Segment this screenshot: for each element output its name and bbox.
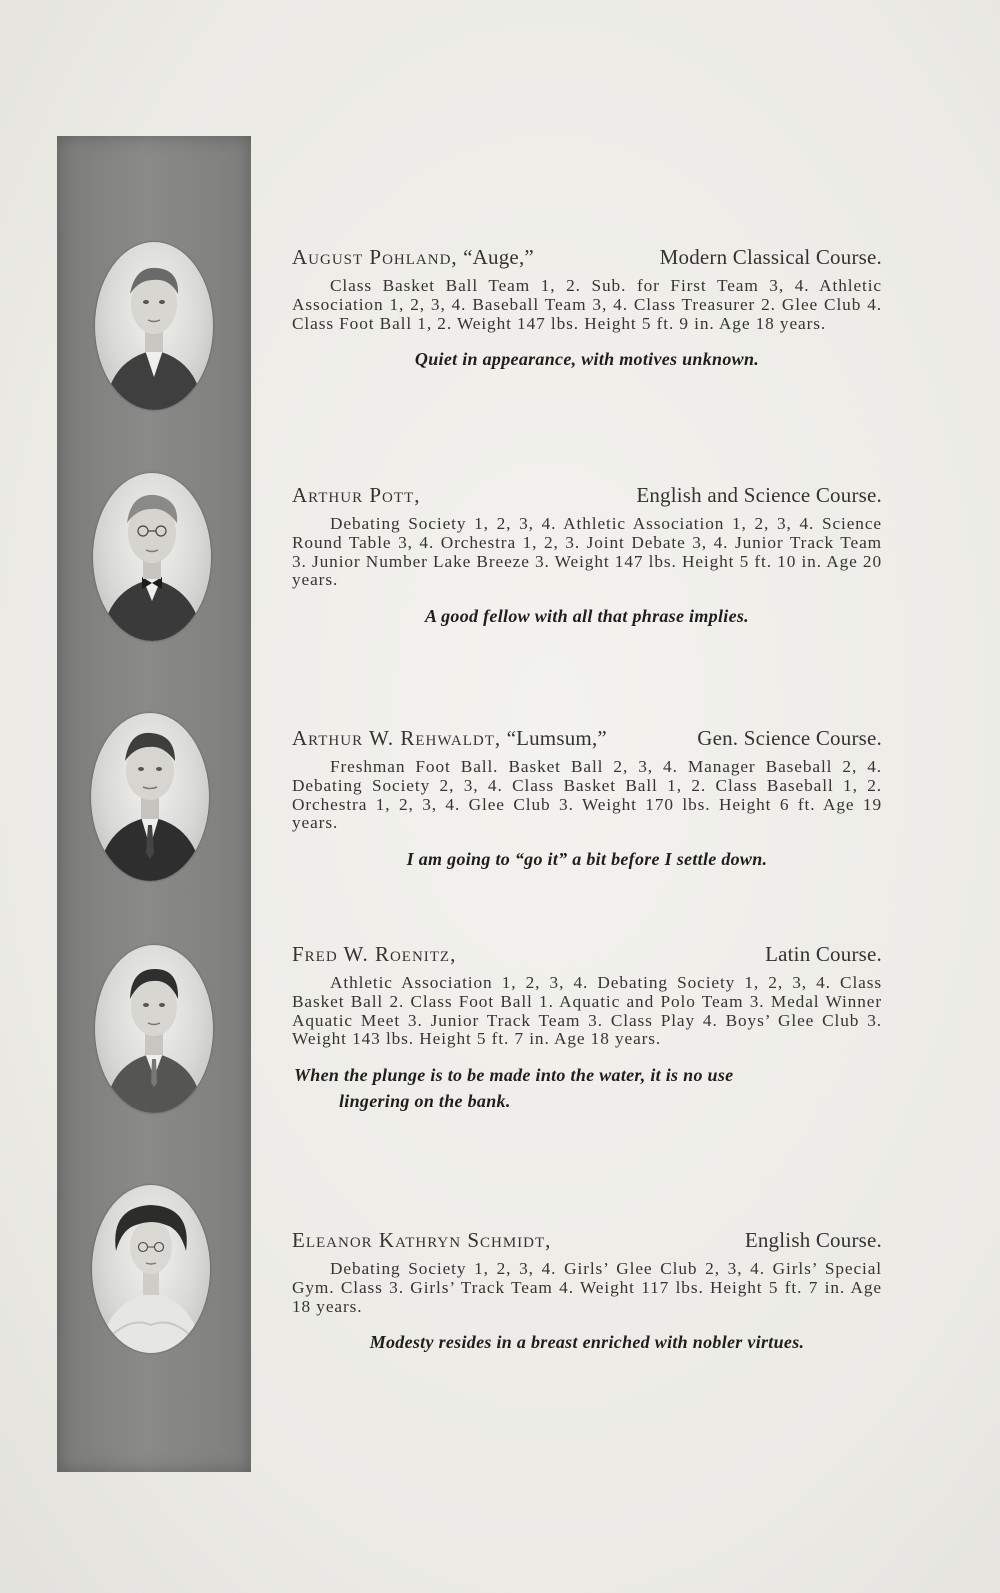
student-record: Debating Society 1, 2, 3, 4. Athletic Association 1, 2, 3, 4. Science Round Table 3, 4. Orchestra 1, 2, 3. Joint Debate 3, 4. Junior Track Team 3. Junior Number Lake Breeze 3. Weight 147 lbs. Height 5 ft. 10 in. Age 20 years. <box>292 514 882 590</box>
student-course: Latin Course. <box>765 942 882 966</box>
student-name: August Pohland, <box>292 245 458 269</box>
student-motto-continuation: lingering on the bank. <box>339 1091 511 1112</box>
entry-heading <box>292 1228 882 1253</box>
student-record: Athletic Association 1, 2, 3, 4. Debating Society 1, 2, 3, 4. Class Basket Ball 2. Class Foot Ball 1. Aquatic and Polo Team 3. Medal Winner Aquatic Meet 3. Junior Track Team 3. Class Play 4. Boys’ Glee Club 3. Weight 143 lbs. Height 5 ft. 7 in. Age 18 years. <box>292 973 882 1049</box>
student-motto-line: When the plunge is to be made into the water, it is no use <box>294 1065 734 1086</box>
entry-heading <box>292 483 882 508</box>
student-record: Debating Society 1, 2, 3, 4. Girls’ Glee Club 2, 3, 4. Girls’ Special Gym. Class 3. Girls’ Track Team 4. Weight 117 lbs. Height 5 ft. 7 in. Age 18 years. <box>292 1259 882 1316</box>
student-name-line <box>292 726 607 751</box>
student-entry <box>292 1228 882 1353</box>
student-name: Arthur Pott, <box>292 483 421 507</box>
portrait-fred-roenitz <box>95 945 213 1113</box>
student-nickname: “Lumsum,” <box>506 726 607 750</box>
student-name: Eleanor Kathryn Schmidt, <box>292 1228 552 1252</box>
student-course: English and Science Course. <box>636 483 882 507</box>
student-motto: A good fellow with all that phrase implies. <box>425 606 749 627</box>
student-motto: Modesty resides in a breast enriched with nobler virtues. <box>369 1332 805 1353</box>
student-entry <box>292 483 882 627</box>
entry-heading <box>292 942 882 967</box>
portrait-eleanor-schmidt <box>92 1185 210 1353</box>
student-course: Gen. Science Course. <box>697 726 882 750</box>
student-name: Fred W. Roenitz, <box>292 942 457 966</box>
entry-heading <box>292 245 882 270</box>
portrait-strip <box>57 136 251 1472</box>
student-entry <box>292 726 882 870</box>
student-motto: Quiet in appearance, with motives unknown. <box>414 349 760 370</box>
student-motto <box>292 1065 882 1112</box>
student-name-line <box>292 245 534 270</box>
portrait-august-pohland <box>95 242 213 410</box>
student-entry <box>292 942 882 1112</box>
student-record: Class Basket Ball Team 1, 2. Sub. for First Team 3, 4. Athletic Association 1, 2, 3, 4. Baseball Team 3, 4. Class Treasurer 2. Glee Club 4. Class Foot Ball 1, 2. Weight 147 lbs. Height 5 ft. 9 in. Age 18 years. <box>292 276 882 333</box>
student-record: Freshman Foot Ball. Basket Ball 2, 3, 4. Manager Baseball 2, 4. Debating Society 2, 3, 4. Class Basket Ball 1, 2. Class Baseball 1, 2. Orchestra 1, 2, 3, 4. Glee Club 3. Weight 170 lbs. Height 6 ft. Age 19 years. <box>292 757 882 833</box>
student-course: English Course. <box>744 1228 882 1252</box>
student-nickname: “Auge,” <box>463 245 534 269</box>
portrait-arthur-pott <box>93 473 211 641</box>
student-course: Modern Classical Course. <box>659 245 882 269</box>
entry-heading <box>292 726 882 751</box>
student-entry <box>292 245 882 370</box>
student-motto: I am going to “go it” a bit before I settle down. <box>406 849 768 870</box>
portrait-arthur-rehwaldt <box>91 713 209 881</box>
student-name: Arthur W. Rehwaldt, <box>292 726 502 750</box>
